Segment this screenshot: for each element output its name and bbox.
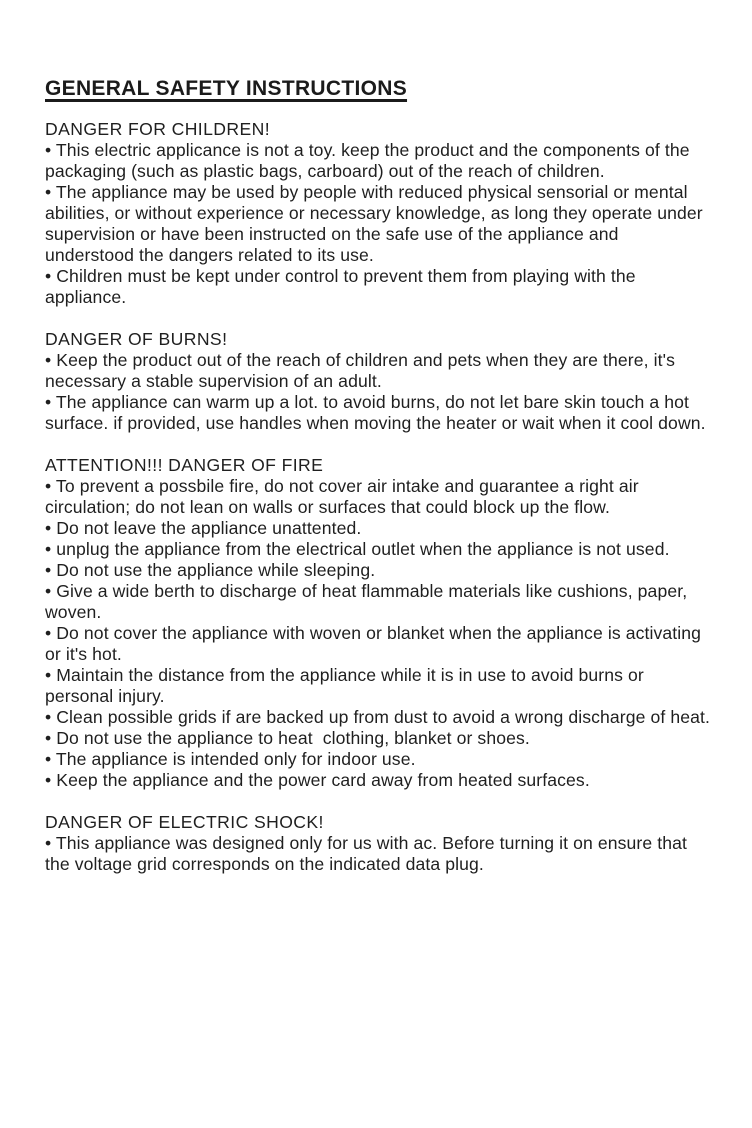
bullet-item: • Children must be kept under control to prevent them from playing with the appliance. — [45, 266, 641, 307]
bullet-item: • Do not use the appliance while sleeping. — [45, 560, 376, 580]
bullet-item: • Clean possible grids if are backed up from dust to avoid a wrong discharge of heat. — [45, 707, 711, 727]
bullet-item: • Do not use the appliance to heat clothing, blanket or shoes. — [45, 728, 530, 748]
bullet-item: • Maintain the distance from the appliance while it is in use to avoid burns or personal injury. — [45, 665, 649, 706]
section-danger-for-children — [45, 119, 711, 308]
bullet-item: • This electric applicance is not a toy. keep the product and the components of the packaging (such as plastic bags, carboard) out of the reach of children. — [45, 140, 695, 181]
bullet-item: • Give a wide berth to discharge of heat flammable materials like cushions, paper, woven. — [45, 581, 693, 622]
bullet-item: • The appliance may be used by people with reduced physical sensorial or mental abilities, or without experience or necessary knowledge, as long they operate under supervision or have been instructed on the safe use of the appliance and understood the dangers related to its use. — [45, 182, 708, 265]
section-heading-danger-of-burns: DANGER OF BURNS! — [45, 329, 228, 349]
bullet-item: • Keep the product out of the reach of children and pets when they are there, it's necessary a stable supervision of an adult. — [45, 350, 680, 391]
section-heading-danger-of-electric-shock: DANGER OF ELECTRIC SHOCK! — [45, 812, 324, 832]
section-danger-of-electric-shock — [45, 812, 711, 875]
section-heading-danger-for-children: DANGER FOR CHILDREN! — [45, 119, 271, 139]
bullet-item: • unplug the appliance from the electrical outlet when the appliance is not used. — [45, 539, 670, 559]
bullet-item: • Do not leave the appliance unattented. — [45, 518, 362, 538]
bullet-item: • Keep the appliance and the power card away from heated surfaces. — [45, 770, 590, 790]
bullet-item: • To prevent a possbile fire, do not cover air intake and guarantee a right air circulation; do not lean on walls or surfaces that could block up the flow. — [45, 476, 644, 517]
page-content — [45, 76, 711, 875]
page-title: GENERAL SAFETY INSTRUCTIONS — [45, 77, 408, 100]
bullet-item: • The appliance is intended only for indoor use. — [45, 749, 416, 769]
section-danger-of-fire — [45, 455, 711, 791]
bullet-item: • The appliance can warm up a lot. to avoid burns, do not let bare skin touch a hot surface. if provided, use handles when moving the heater or wait when it cool down. — [45, 392, 706, 433]
section-danger-of-burns — [45, 329, 711, 434]
section-heading-danger-of-fire: ATTENTION!!! DANGER OF FIRE — [45, 455, 324, 475]
bullet-item: • This appliance was designed only for us with ac. Before turning it on ensure that the voltage grid corresponds on the indicated data plug. — [45, 833, 693, 874]
bullet-item: • Do not cover the appliance with woven or blanket when the appliance is activating or it's hot. — [45, 623, 707, 664]
